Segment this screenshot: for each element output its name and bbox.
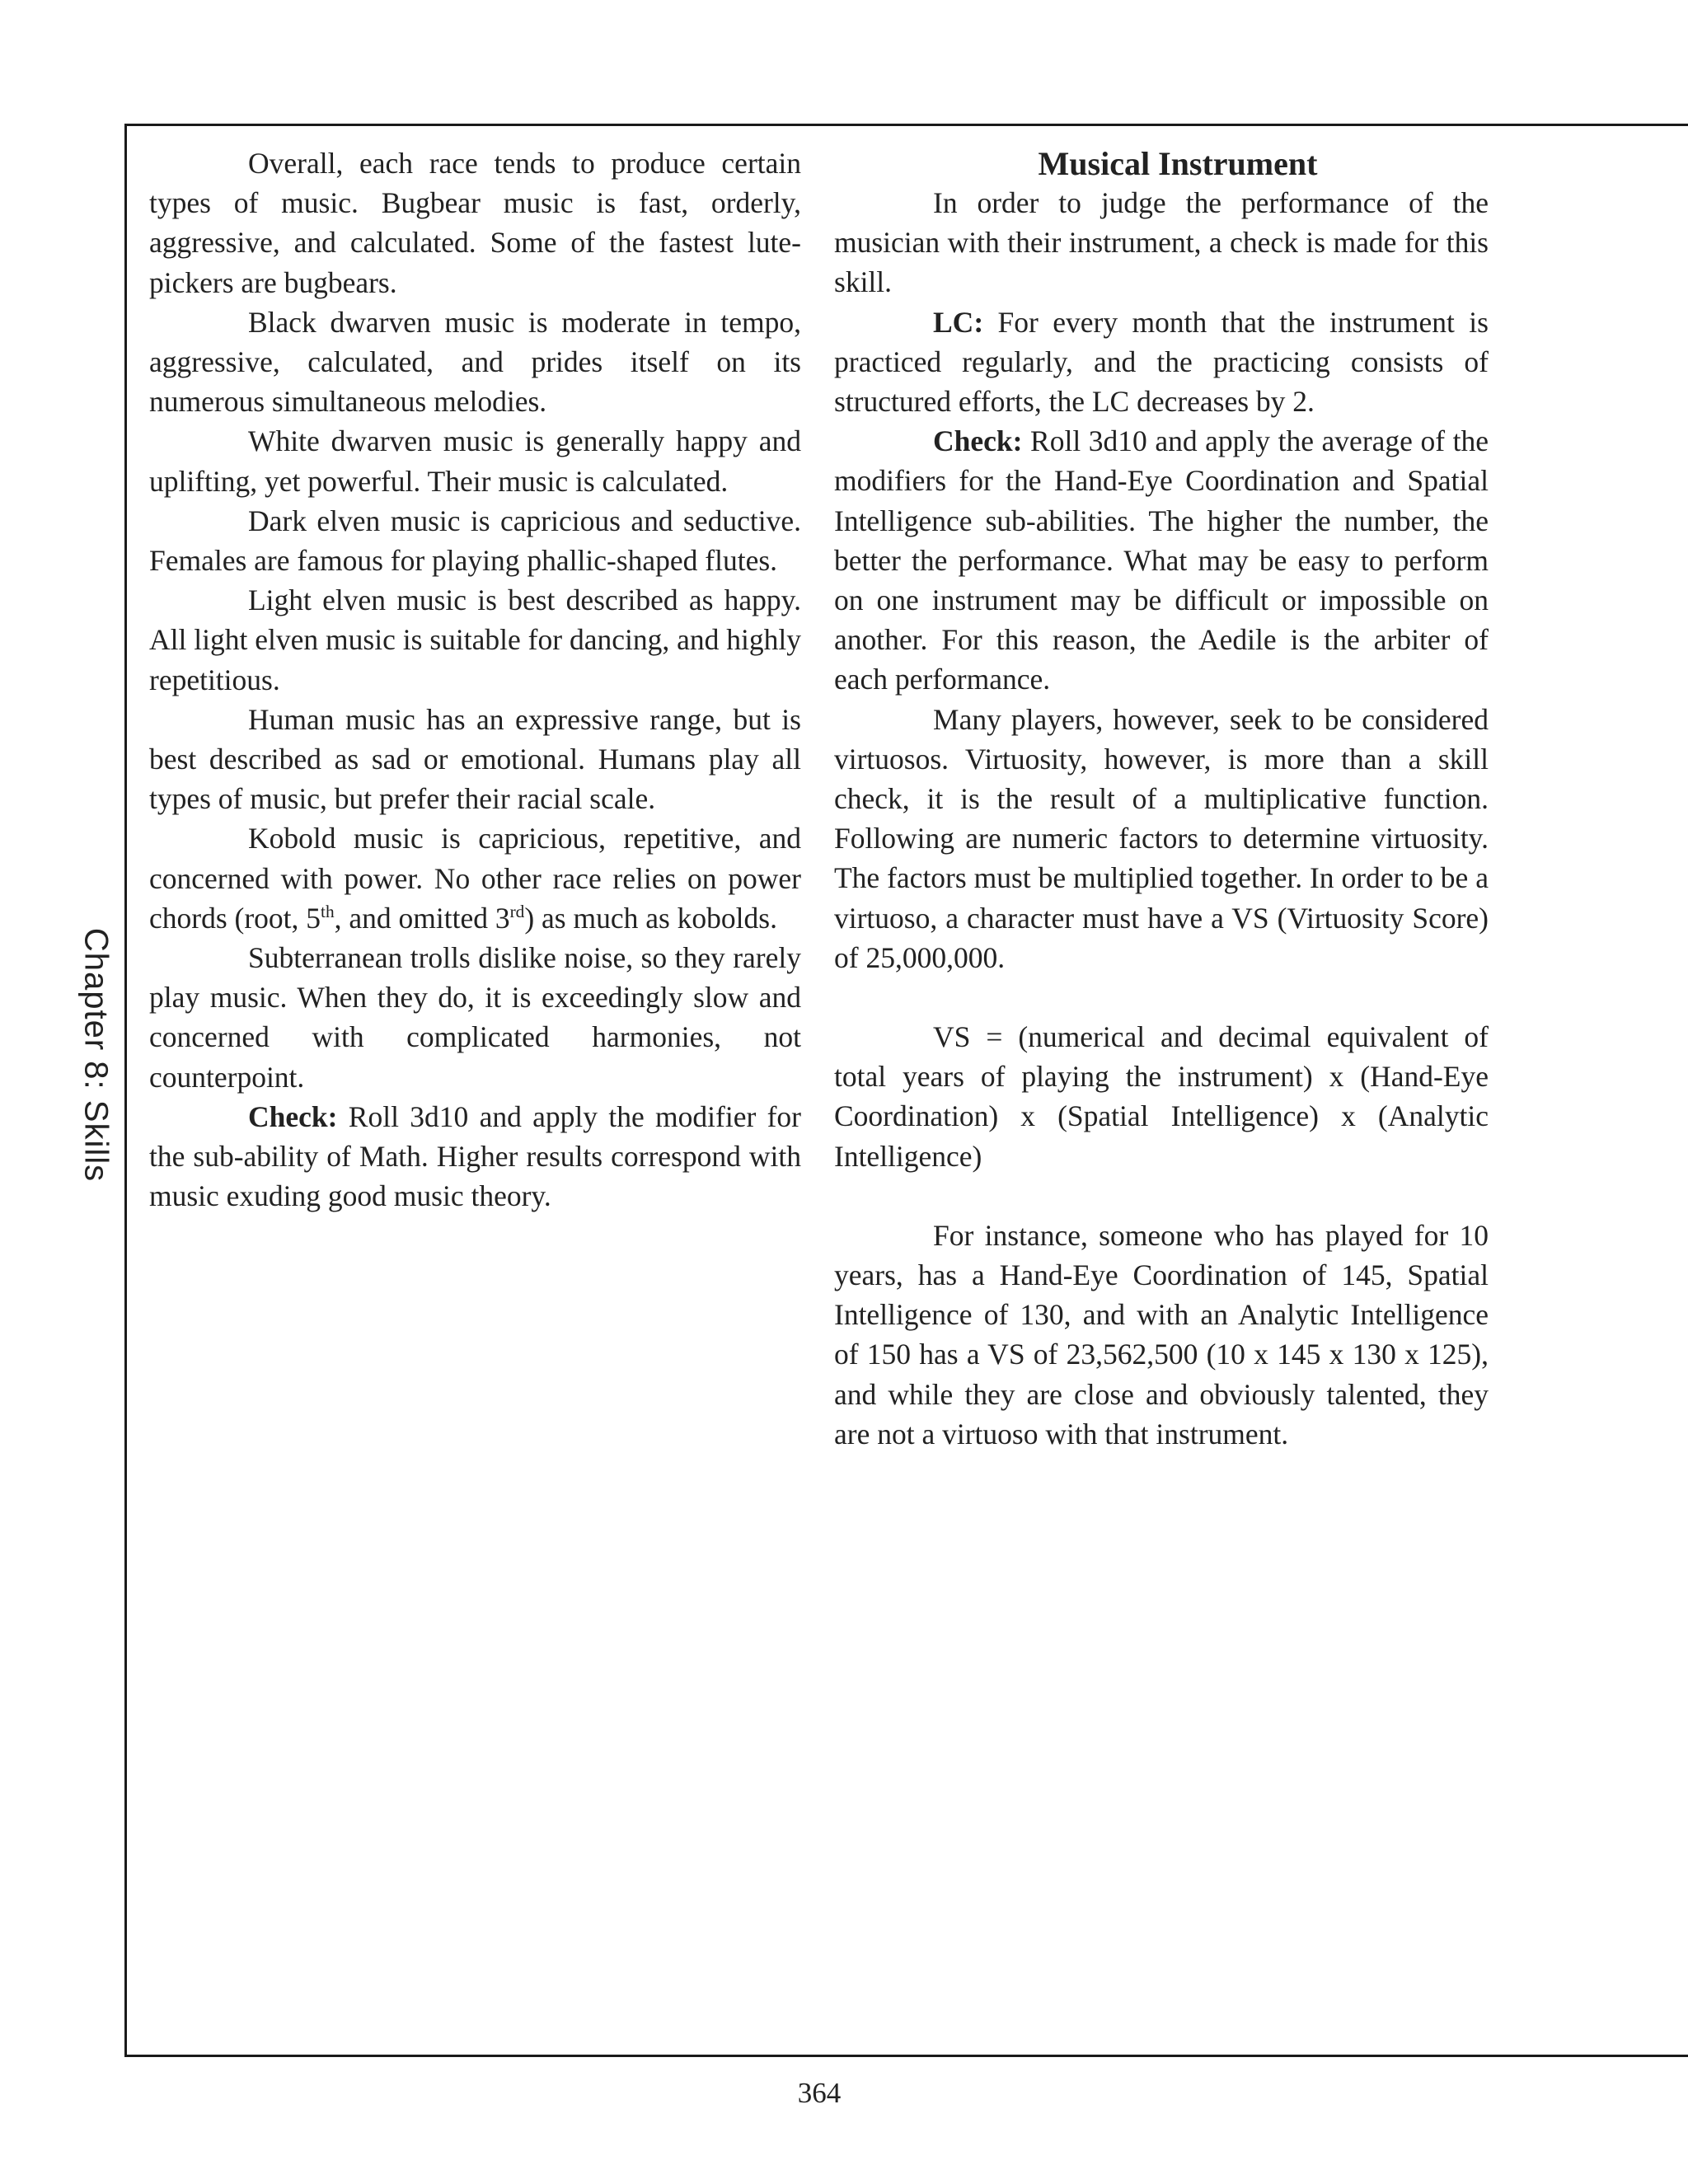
check-text: Roll 3d10 and apply the average of the modifiers for the Hand-Eye Coordination and Spatial Intelligence sub-abilities. The higher the number, the better the performance. What may be easy to perform on one instrument may be difficult or impossible on another. For this reason, the Aedile is the arbiter of each performance. (834, 424, 1489, 696)
check-label: Check: (933, 424, 1023, 458)
kobold-text-middle: , and omitted 3 (334, 901, 510, 935)
paragraph-virtuosity: Many players, however, seek to be considered virtuosos. Virtuosity, however, is more than a skill check, it is the result of a multiplicative function. Following are numeric factors to determine virtuosity. The factors must be multiplied together. In order to be a virtuoso, a character must have a VS (Virtuosity Score) of 25,000,000. (834, 702, 1489, 974)
kobold-text-end: ) as much as kobolds. (524, 901, 777, 935)
paragraph-instrument-check (834, 421, 1489, 699)
paragraph-human: Human music has an expressive range, but is best described as sad or emotional. Humans play all types of music, but prefer their racial scale. (149, 702, 801, 816)
check-label: Check: (248, 1099, 338, 1133)
paragraph-intro: In order to judge the performance of the musician with their instrument, a check is made for this skill. (834, 186, 1489, 299)
paragraph-music-check (149, 1097, 801, 1216)
lc-label: LC: (933, 305, 984, 339)
paragraph-subterranean-trolls: Subterranean trolls dislike noise, so they rarely play music. When they do, it is exceedingly slow and concerned with complicated harmonies, not counterpoint. (149, 941, 801, 1094)
paragraph-overall: Overall, each race tends to produce certain types of music. Bugbear music is fast, orderly, aggressive, and calculated. Some of the fastest lute-pickers are bugbears. (149, 147, 801, 299)
check-text: Roll 3d10 and apply the modifier for the sub-ability of Math. Higher results correspond with music exuding good music theory. (149, 1099, 801, 1213)
kobold-text-start: Kobold music is capricious, repetitive, and concerned with power. No other race relies on power chords (root, 5 (149, 822, 801, 935)
page-number: 364 (797, 2077, 842, 2109)
formula-paragraph: VS = (numerical and decimal equivalent of total years of playing the instrument) x (Hand-Eye Coordination) x (Spatial Intelligence) x (Analytic Intelligence) (834, 1020, 1489, 1173)
superscript-th: th (321, 902, 335, 922)
paragraph-white-dwarven: White dwarven music is generally happy and uplifting, yet powerful. Their music is calculated. (149, 424, 801, 498)
right-column (834, 143, 1489, 1454)
example-paragraph: For instance, someone who has played for 10 years, has a Hand-Eye Coordination of 145, Spatial Intelligence of 130, and with an Analytic Intelligence of 150 has a VS of 23,562,500 (10 x 145 x 130 x 125), and while they are close and obviously talented, they are not a virtuoso with that instrument. (834, 1218, 1489, 1451)
chapter-tab: Chapter 8: Skills (77, 927, 115, 1183)
paragraph-dark-elven: Dark elven music is capricious and seductive. Females are famous for playing phallic-shaped flutes. (149, 504, 801, 578)
superscript-rd: rd (509, 902, 525, 922)
left-column (149, 143, 801, 1216)
paragraph-black-dwarven: Black dwarven music is moderate in tempo, aggressive, calculated, and prides itself on its numerous simultaneous melodies. (149, 305, 801, 419)
paragraph-light-elven: Light elven music is best described as happy. All light elven music is suitable for dancing, and highly repetitious. (149, 583, 801, 696)
lc-text: For every month that the instrument is practiced regularly, and the practicing consists of structured efforts, the LC decreases by 2. (834, 305, 1489, 419)
paragraph-kobold (149, 818, 801, 938)
section-heading: Musical Instrument (1038, 145, 1318, 182)
paragraph-lc (834, 302, 1489, 422)
